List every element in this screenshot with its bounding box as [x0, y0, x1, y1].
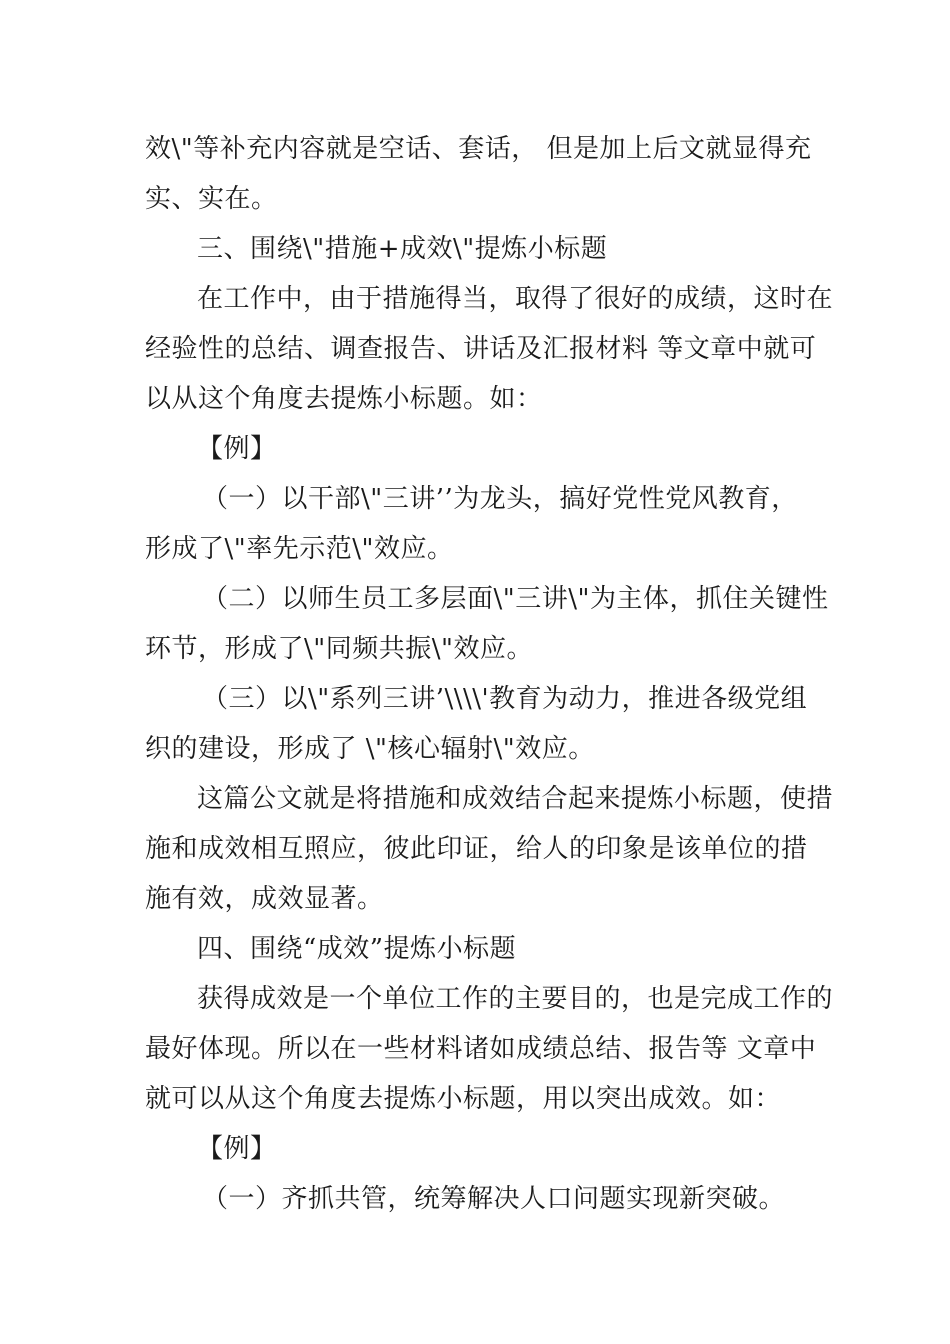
text-line: 施和成效相互照应，彼此印证，给人的印象是该单位的措 — [145, 834, 808, 864]
text-line: 最好体现。所以在一些材料诸如成绩总结、报告等 文章中 — [145, 1034, 817, 1064]
example-label — [145, 424, 810, 474]
text-line: 经验性的总结、调查报告、讲话及汇报材料 等文章中就可 — [145, 334, 817, 364]
paragraph-body — [145, 974, 834, 1124]
heading-text: 四、围绕“成效”提炼小标题 — [197, 934, 517, 964]
example-item-3 — [145, 674, 810, 774]
section-heading-3 — [145, 224, 810, 274]
example-label — [145, 1124, 810, 1174]
section-heading-4 — [145, 924, 810, 974]
text-line: 在工作中，由于措施得当，取得了很好的成绩，这时在 — [197, 284, 834, 314]
heading-text: 三、围绕\"措施+成效\"提炼小标题 — [197, 234, 608, 264]
paragraph-body — [145, 774, 834, 924]
text-line: 施有效，成效显著。 — [145, 884, 384, 914]
example-item-1 — [145, 474, 810, 574]
text-line: （三）以\"系列三讲’\\\\'教育为动力，推进各级党组 — [202, 684, 808, 714]
paragraph-body — [145, 274, 834, 424]
example-item-1 — [145, 1174, 810, 1224]
paragraph-continuation — [145, 124, 810, 224]
text-line: 这篇公文就是将措施和成效结合起来提炼小标题，使措 — [197, 784, 834, 814]
example-item-2 — [145, 574, 829, 674]
text-line: 形成了\"率先示范\"效应。 — [145, 534, 454, 564]
example-label-text: 【例】 — [197, 1134, 277, 1164]
text-line: 织的建设，形成了 \"核心辐射\"效应。 — [145, 734, 595, 764]
text-line: 就可以从这个角度去提炼小标题，用以突出成效。如： — [145, 1084, 782, 1114]
document-page — [145, 124, 834, 1224]
text-line: （一）以干部\"三讲’’为龙头，搞好党性党风教育， — [202, 484, 798, 514]
text-line: 获得成效是一个单位工作的主要目的，也是完成工作的 — [197, 984, 834, 1014]
text-line: 效\"等补充内容就是空话、套话， 但是加上后文就显得充 — [145, 134, 812, 164]
text-line: 实、实在。 — [145, 184, 278, 214]
text-line: （二）以师生员工多层面\"三讲\"为主体，抓住关键性 — [202, 584, 829, 614]
text-line: （一）齐抓共管，统筹解决人口问题实现新突破。 — [202, 1184, 786, 1214]
text-line: 以从这个角度去提炼小标题。如： — [145, 384, 543, 414]
example-label-text: 【例】 — [197, 434, 277, 464]
text-line: 环节，形成了\"同频共振\"效应。 — [145, 634, 533, 664]
